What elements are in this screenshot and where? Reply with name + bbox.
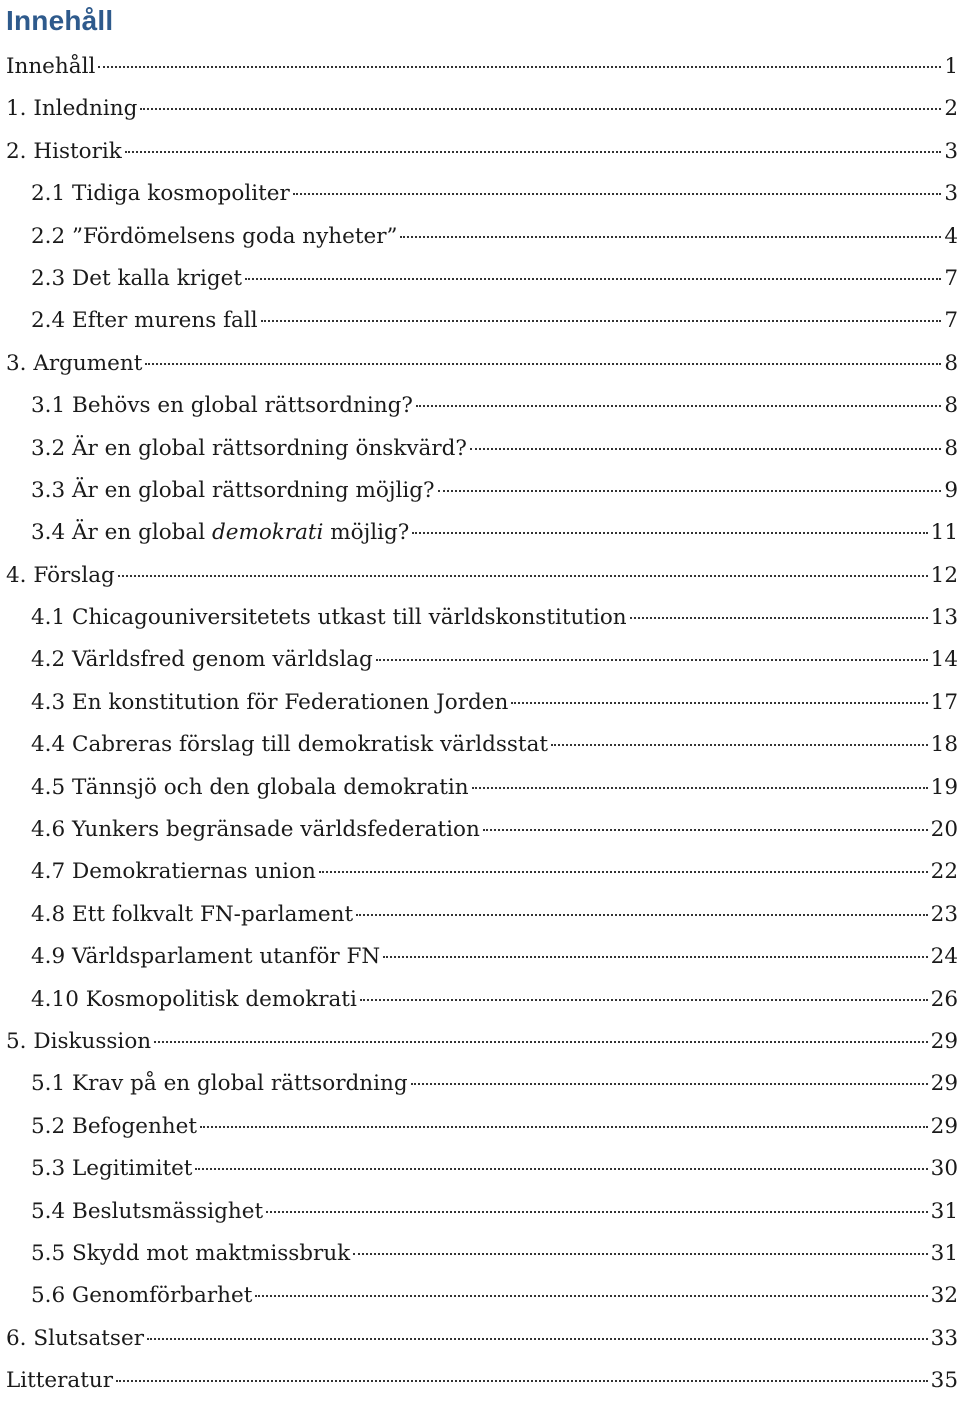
toc-entry[interactable] (6, 639, 958, 681)
toc-entry[interactable] (6, 1063, 958, 1105)
toc-entry-label: 2.4 Efter murens fall (31, 308, 258, 334)
toc-entry[interactable] (6, 1021, 958, 1063)
toc-entry-page: 23 (930, 901, 958, 927)
toc-entry-page: 3 (944, 138, 958, 164)
toc-entry-label: 3.3 Är en global rättsordning möjlig? (31, 477, 435, 503)
toc-entry-label (31, 512, 409, 554)
toc-entry-page: 12 (930, 562, 958, 588)
dot-leader (412, 532, 927, 534)
toc-entry-label: 1. Inledning (6, 96, 138, 122)
dot-leader (245, 278, 941, 280)
toc-entry[interactable] (6, 851, 958, 893)
toc-entry-page: 1 (944, 54, 958, 79)
toc-entry-page: 30 (930, 1156, 958, 1182)
toc-entry-page: 18 (930, 732, 958, 758)
toc-entry-label: 2.2 ”Fördömelsens goda nyheter” (31, 223, 398, 249)
toc-entry-label: 2.1 Tidiga kosmopoliter (31, 181, 290, 207)
dot-leader (116, 1380, 928, 1382)
toc-entry-label: Innehåll (6, 54, 96, 79)
dot-leader (411, 1083, 928, 1085)
toc-entry-label: 4.9 Världsparlament utanför FN (31, 944, 381, 970)
toc-entry-label: 3. Argument (6, 350, 143, 376)
toc-entry-page: 17 (930, 689, 958, 715)
toc-entry-label: 5.3 Legitimitet (31, 1156, 193, 1182)
dot-leader (261, 320, 942, 322)
toc-entry[interactable] (6, 555, 958, 597)
toc-entry[interactable] (6, 343, 958, 385)
toc-entry[interactable] (6, 512, 958, 554)
toc-entry-label: 4.10 Kosmopolitisk demokrati (31, 986, 357, 1012)
dot-leader (319, 871, 928, 873)
toc-entry-page: 13 (930, 605, 958, 631)
toc-entry[interactable] (6, 979, 958, 1021)
toc-entry[interactable] (6, 682, 958, 724)
dot-leader (360, 999, 928, 1001)
toc-entry-label: 4.4 Cabreras förslag till demokratisk världsstat (31, 732, 549, 758)
dot-leader (266, 1211, 928, 1213)
toc-entry-label: 3.2 Är en global rättsordning önskvärd? (31, 435, 467, 461)
toc-entry[interactable] (6, 724, 958, 766)
toc-entry-label: 4.1 Chicagouniversitetets utkast till världskonstitution (31, 605, 627, 631)
toc-entry-page: 11 (930, 520, 958, 546)
toc-entry-page: 9 (944, 477, 958, 503)
dot-leader (118, 575, 928, 577)
toc-entry[interactable] (6, 1275, 958, 1317)
toc-entry[interactable] (6, 767, 958, 809)
toc-entry-page: 19 (930, 774, 958, 800)
toc-entry-page: 35 (930, 1368, 958, 1394)
toc-entry-label: 5.1 Krav på en global rättsordning (31, 1071, 408, 1097)
dot-leader (483, 829, 928, 831)
toc-entry-label: 2. Historik (6, 138, 122, 164)
toc-entry-label: 2.3 Det kalla kriget (31, 265, 243, 291)
dot-leader (630, 617, 928, 619)
toc-entry-label: 4.6 Yunkers begränsade världsfederation (31, 817, 480, 843)
dot-leader (383, 956, 927, 958)
toc-entry-label: Litteratur (6, 1368, 114, 1394)
toc-entry-label-italic: demokrati (211, 520, 324, 546)
dot-leader (438, 490, 942, 492)
toc-entry[interactable] (6, 1191, 958, 1233)
toc-entry-page: 2 (944, 96, 958, 122)
toc-title: Innehåll (6, 5, 114, 36)
toc-entry-label: 4.3 En konstitution för Federationen Jorden (31, 689, 509, 715)
toc-entry[interactable] (6, 300, 958, 342)
toc-entry[interactable] (6, 88, 958, 130)
toc-entry-page: 8 (944, 350, 958, 376)
toc-entry[interactable] (6, 385, 958, 427)
toc-entry[interactable] (6, 46, 958, 88)
toc-entry[interactable] (6, 173, 958, 215)
dot-leader (376, 659, 928, 661)
dot-leader (416, 405, 941, 407)
dot-leader (293, 193, 942, 195)
toc-entry[interactable] (6, 1360, 958, 1402)
toc-entry-label-after: möjlig? (323, 520, 410, 546)
toc-entry-page: 31 (930, 1198, 958, 1224)
dot-leader (400, 236, 941, 238)
toc-entry-label: 4.8 Ett folkvalt FN-parlament (31, 901, 354, 927)
toc-entry[interactable] (6, 216, 958, 258)
toc-entry-label: 5. Diskussion (6, 1028, 152, 1054)
toc-entry-page: 26 (930, 986, 958, 1012)
toc-entry[interactable] (6, 1233, 958, 1275)
toc-entry[interactable] (6, 1318, 958, 1360)
dot-leader (145, 363, 941, 365)
toc-entry[interactable] (6, 1106, 958, 1148)
toc-entry-label: 3.1 Behövs en global rättsordning? (31, 393, 413, 419)
toc-entry-label: 6. Slutsatser (6, 1325, 144, 1351)
dot-leader (472, 787, 928, 789)
toc-entry-page: 22 (930, 859, 958, 885)
dot-leader (255, 1295, 927, 1297)
toc-entry[interactable] (6, 131, 958, 173)
toc-entry[interactable] (6, 428, 958, 470)
toc-entry-page: 24 (930, 944, 958, 970)
toc-entry-page: 3 (944, 181, 958, 207)
dot-leader (511, 702, 927, 704)
dot-leader (195, 1168, 927, 1170)
toc-entry-page: 8 (944, 435, 958, 461)
toc-entry-label: 4.7 Demokratiernas union (31, 859, 316, 885)
toc-entry[interactable] (6, 470, 958, 512)
toc-entry[interactable] (6, 258, 958, 300)
toc-entry-page: 7 (944, 265, 958, 291)
dot-leader (147, 1338, 928, 1340)
toc-entry[interactable] (6, 809, 958, 851)
toc-entry-page: 14 (930, 647, 958, 673)
toc-entry-page: 29 (930, 1113, 958, 1139)
toc-entry[interactable] (6, 936, 958, 978)
toc-entry-page: 32 (930, 1283, 958, 1309)
dot-leader (125, 151, 942, 153)
toc-entry-page: 7 (944, 308, 958, 334)
toc-entry-page: 4 (944, 223, 958, 249)
toc-entry-page: 29 (930, 1028, 958, 1054)
toc-list (6, 46, 958, 1403)
toc-entry-page: 31 (930, 1240, 958, 1266)
toc-entry[interactable] (6, 894, 958, 936)
dot-leader (356, 914, 928, 916)
dot-leader (470, 448, 941, 450)
toc-entry[interactable] (6, 1148, 958, 1190)
toc-entry-page: 8 (944, 393, 958, 419)
toc-entry-page: 20 (930, 817, 958, 843)
toc-entry-label: 4.2 Världsfred genom världslag (31, 647, 373, 673)
toc-entry-label: 5.6 Genomförbarhet (31, 1283, 253, 1309)
dot-leader (551, 744, 928, 746)
dot-leader (140, 108, 941, 110)
dot-leader (353, 1253, 927, 1255)
dot-leader (154, 1041, 928, 1043)
toc-entry[interactable] (6, 597, 958, 639)
toc-entry-page: 33 (930, 1325, 958, 1351)
toc-entry-label-before: 3.4 Är en global (31, 520, 212, 546)
toc-entry-label: 4. Förslag (6, 562, 115, 588)
toc-entry-label: 5.4 Beslutsmässighet (31, 1198, 264, 1224)
toc-entry-label: 5.2 Befogenhet (31, 1113, 197, 1139)
dot-leader (200, 1126, 928, 1128)
toc-entry-label: 5.5 Skydd mot maktmissbruk (31, 1240, 351, 1266)
toc-entry-label: 4.5 Tännsjö och den globala demokratin (31, 774, 469, 800)
toc-entry-page: 29 (930, 1071, 958, 1097)
dot-leader (98, 66, 941, 68)
